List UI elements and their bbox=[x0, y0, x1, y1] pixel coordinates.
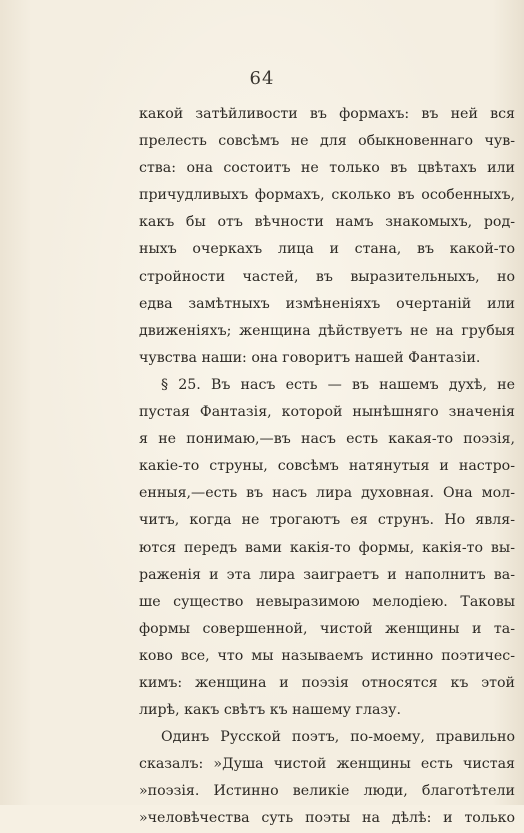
text-line: какіе-то струны, совсѣмъ натянутыя и настро- bbox=[139, 458, 515, 475]
text-line: кимъ: женщина и поэзія относятся къ этой bbox=[139, 674, 515, 691]
text-line: какой затѣйливости въ формахъ: въ ней вся bbox=[139, 106, 515, 122]
text-line: ются передъ вами какія-то формы, какія-то вы- bbox=[139, 539, 515, 556]
text-line: »человѣчества суть поэты на дѣлѣ: и только bbox=[139, 810, 515, 827]
text-line: какъ бы отъ вѣчности намъ знакомыхъ, род- bbox=[139, 214, 515, 231]
body-text bbox=[139, 101, 515, 833]
text-line: движеніяхъ; женщина дѣйствуетъ не на грубыя bbox=[139, 322, 515, 339]
text-line: сказалъ: »Душа чистой женщины есть чистая bbox=[139, 756, 515, 773]
text-line: »поэзія. Истинно великіе люди, благотѣтели bbox=[139, 783, 515, 800]
text-line: чувства наши: она говоритъ нашей Фантазіи. bbox=[139, 349, 481, 366]
text-line: формы совершенной, чистой женщины и та- bbox=[139, 620, 515, 637]
text-line: ныхъ очеркахъ лица и стана, въ какой-то bbox=[139, 241, 515, 258]
text-line: раженія и эта лира заиграетъ и наполнитъ ва- bbox=[139, 566, 515, 583]
text-line: пустая Фантазія, которой нынѣшняго значенія bbox=[139, 404, 515, 421]
text-line: ства: она состоитъ не только въ цвѣтахъ или bbox=[139, 160, 515, 177]
text-line: прелесть совсѣмъ не для обыкновеннаго чув- bbox=[139, 133, 515, 150]
text-line: стройности частей, въ выразительныхъ, но bbox=[139, 268, 515, 285]
text-line: я не понимаю,—въ насъ есть какая-то поэзія, bbox=[139, 431, 515, 448]
text-line: едва замѣтныхъ измѣненіяхъ очертаній или bbox=[139, 295, 515, 312]
text-line: ше существо невыразимою мелодіею. Таковы bbox=[139, 593, 515, 610]
section-start-line: § 25. Въ насъ есть — въ нашемъ духѣ, не bbox=[161, 376, 515, 393]
text-line: ково все, что мы называемъ истинно поэтичес- bbox=[139, 647, 515, 664]
paragraph-start-line: Одинъ Русской поэтъ, по-моему, правильно bbox=[161, 729, 515, 746]
page-number: 64 bbox=[249, 68, 275, 89]
text-line: читъ, когда не трогаютъ ея струнъ. Но явля- bbox=[139, 512, 515, 529]
text-line: енныя,—есть въ насъ лира духовная. Она мол- bbox=[139, 485, 515, 502]
text-line: причудливыхъ формахъ, сколько въ особенныхъ, bbox=[139, 187, 515, 204]
text-line: лирѣ, какъ свѣтъ къ нашему глазу. bbox=[139, 702, 402, 719]
